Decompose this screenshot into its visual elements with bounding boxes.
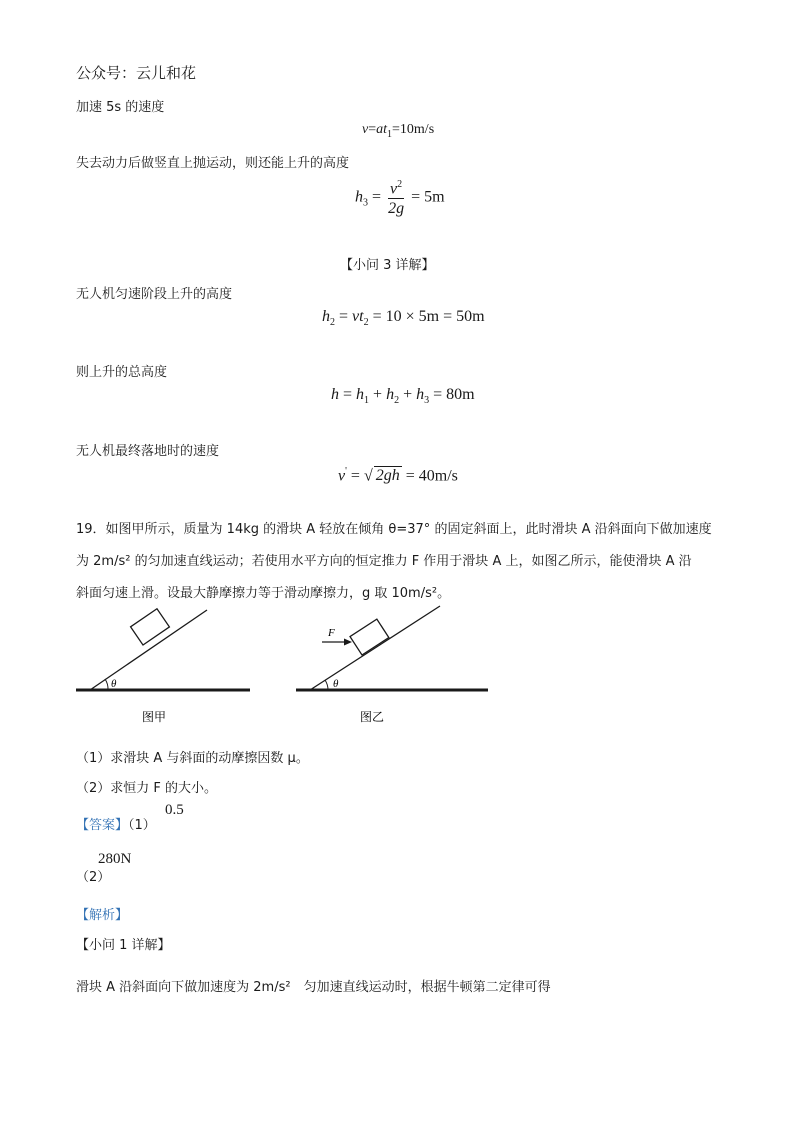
force-label: F xyxy=(328,627,335,639)
figure-caption-left: 图甲 xyxy=(142,710,167,724)
question-1: （1）求滑块 A 与斜面的动摩擦因数 μ。 xyxy=(76,751,309,766)
answer-part2-prefix: （2） xyxy=(76,870,111,885)
answer-part1-prefix: （1） xyxy=(128,818,156,833)
answer-part1-value: 0.5 xyxy=(165,802,184,818)
incline-figures xyxy=(70,605,500,735)
theta-label: θ xyxy=(111,678,117,690)
force-arrowhead xyxy=(344,639,352,646)
answer-part2-value: 280N xyxy=(98,851,132,867)
figure-left xyxy=(76,609,250,690)
equation-landing-velocity: v' = √ 2gh = 40m/s xyxy=(338,466,458,485)
text-line: 无人机匀速阶段上升的高度 xyxy=(76,287,233,302)
analysis-text: 滑块 A 沿斜面向下做加速度为 2m/s² 匀加速直线运动时，根据牛顿第二定律可得 xyxy=(76,980,551,995)
figure-right xyxy=(296,606,488,690)
text-line: 加速 5s 的速度 xyxy=(76,100,165,115)
equation-velocity: $v=at_1=10m/s$ xyxy=(362,122,435,140)
equation-total-height: $h = h_1 + h_2 + h_3 = 80m$ xyxy=(331,386,475,407)
text-line: 则上升的总高度 xyxy=(76,365,168,380)
answer-label: 【答案】 xyxy=(76,818,129,833)
text-line: 失去动力后做竖直上抛运动，则还能上升的高度 xyxy=(76,156,350,171)
problem-text: 为 2m/s² 的匀加速直线运动；若使用水平方向的恒定推力 F 作用于滑块 A 上，如图乙所示，能使滑块 A 沿 xyxy=(76,554,692,569)
text-line: 无人机最终落地时的速度 xyxy=(76,444,220,459)
equation-height-h3: $h_3$ = $\frac{v^2}{2g}$ = 5m xyxy=(355,176,445,219)
section-heading: 【小问 3 详解】 xyxy=(340,258,435,273)
answer-line-1 xyxy=(76,814,156,833)
equation-height-h2: $h_2 = vt_2 = 10 \times 5m = 50m$ xyxy=(322,308,485,329)
watermark: 公众号：云儿和花 xyxy=(76,64,197,82)
question-2: （2）求恒力 F 的大小。 xyxy=(76,781,218,796)
figure-caption-right: 图乙 xyxy=(360,710,385,724)
analysis-heading: 【小问 1 详解】 xyxy=(76,938,171,953)
incline-line xyxy=(310,606,440,690)
theta-label: θ xyxy=(333,678,339,690)
problem-text: 19．如图甲所示，质量为 14kg 的滑块 A 轻放在倾角 θ=37° 的固定斜面上，此时滑块 A 沿斜面向下做加速度 xyxy=(76,522,712,537)
problem-text: 斜面匀速上滑。设最大静摩擦力等于滑动摩擦力，g 取 10m/s²。 xyxy=(76,586,451,601)
analysis-label: 【解析】 xyxy=(76,908,129,923)
block-a xyxy=(350,619,389,655)
angle-arc xyxy=(105,679,108,690)
